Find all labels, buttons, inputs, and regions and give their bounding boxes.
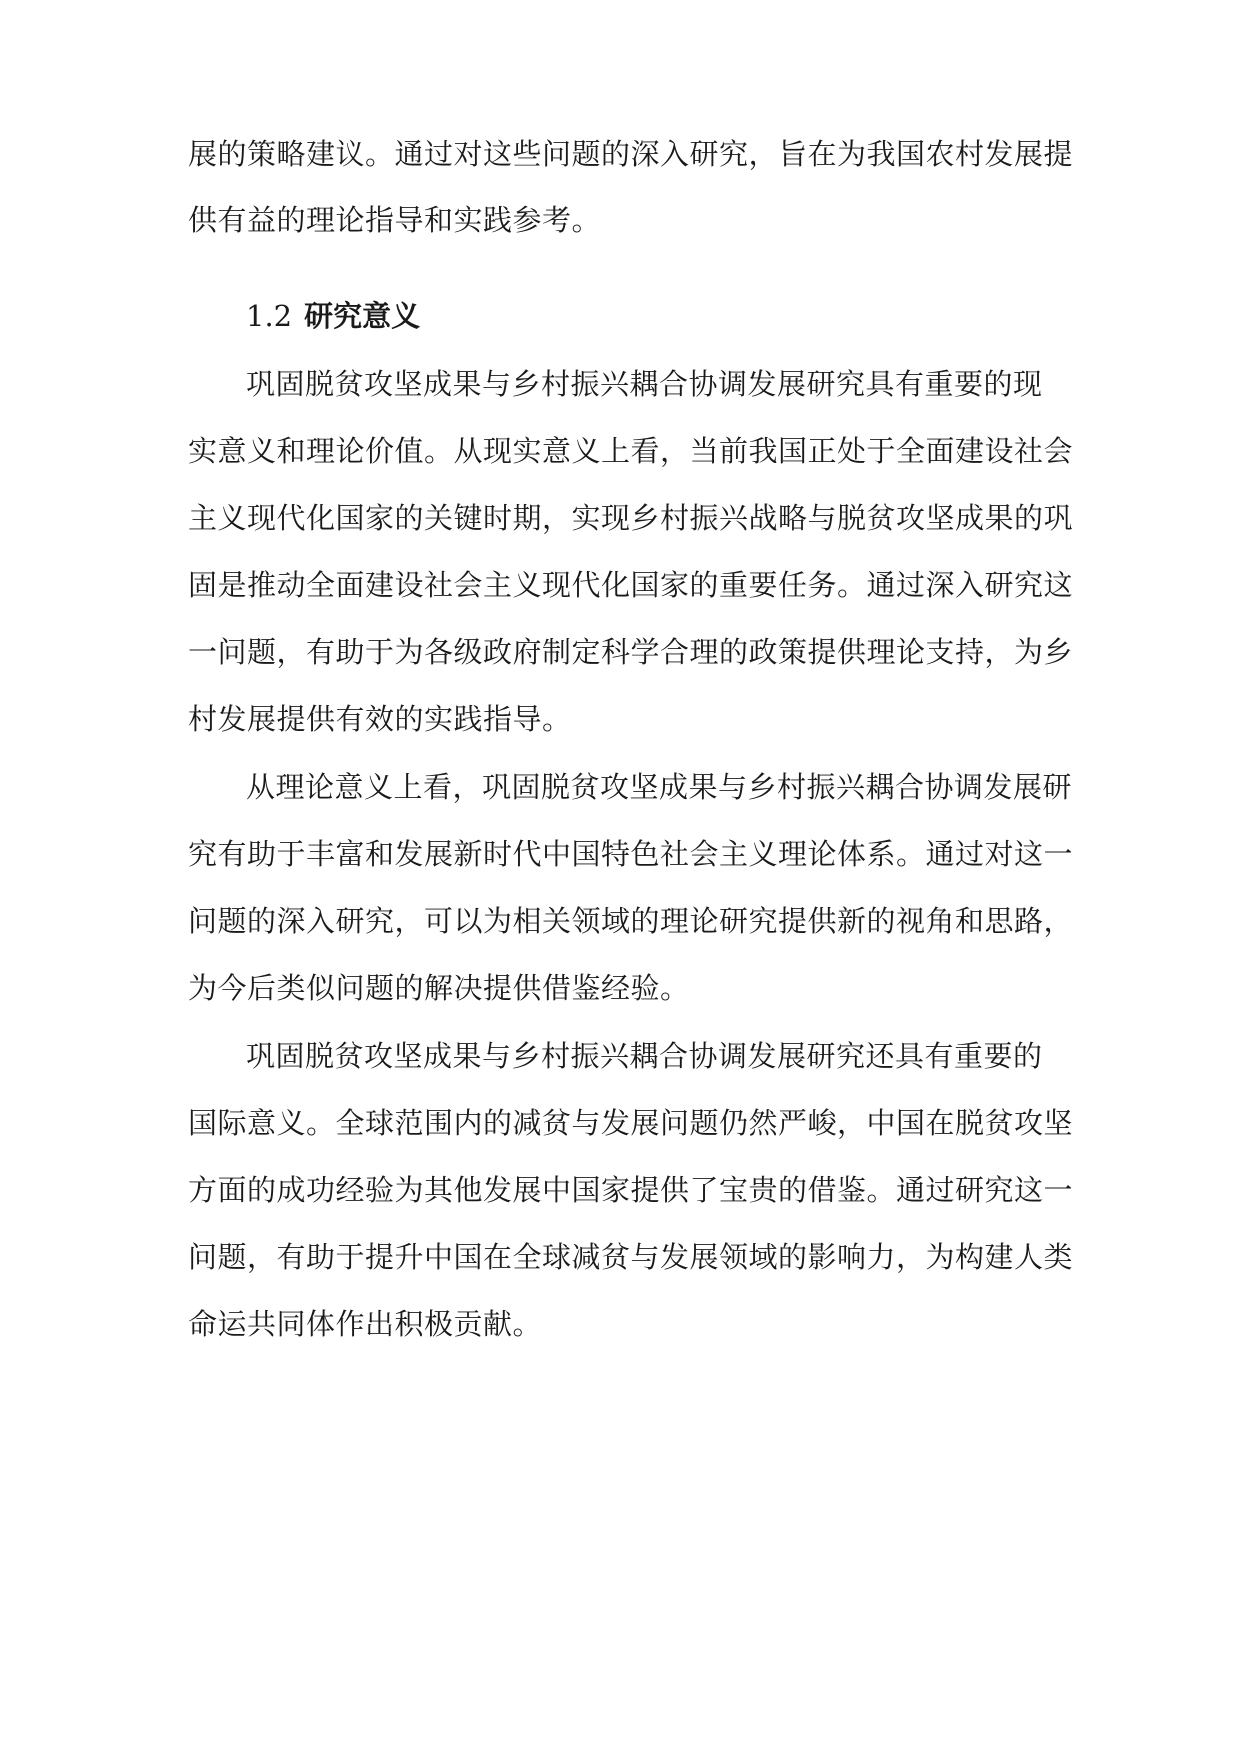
paragraph-line: 究有助于丰富和发展新时代中国特色社会主义理论体系。通过对这一 xyxy=(188,837,1074,871)
paragraph-line: 问题，有助于提升中国在全球减贫与发展领域的影响力，为构建人类 xyxy=(188,1240,1074,1274)
paragraph-line: 方面的成功经验为其他发展中国家提供了宝贵的借鉴。通过研究这一 xyxy=(188,1173,1074,1207)
paragraph-line: 问题的深入研究，可以为相关领域的理论研究提供新的视角和思路， xyxy=(188,904,1074,938)
paragraph-line: 为今后类似问题的解决提供借鉴经验。 xyxy=(188,971,690,1005)
paragraph-line: 主义现代化国家的关键时期，实现乡村振兴战略与脱贫攻坚成果的巩 xyxy=(188,501,1074,535)
section-number: 1.2 xyxy=(246,299,293,333)
paragraph-line: 国际意义。全球范围内的减贫与发展问题仍然严峻，中国在脱贫攻坚 xyxy=(188,1106,1074,1140)
paragraph-line: 固是推动全面建设社会主义现代化国家的重要任务。通过深入研究这 xyxy=(188,568,1074,602)
section-title: 研究意义 xyxy=(304,299,421,333)
paragraph-line: 从理论意义上看，巩固脱贫攻坚成果与乡村振兴耦合协调发展研 xyxy=(246,770,1073,804)
paragraph-line: 巩固脱贫攻坚成果与乡村振兴耦合协调发展研究具有重要的现 xyxy=(246,367,1043,401)
paragraph-line: 巩固脱贫攻坚成果与乡村振兴耦合协调发展研究还具有重要的 xyxy=(246,1039,1043,1073)
section-heading xyxy=(246,296,420,336)
paragraph-line: 实意义和理论价值。从现实意义上看，当前我国正处于全面建设社会 xyxy=(188,434,1074,468)
paragraph-line: 命运共同体作出积极贡献。 xyxy=(188,1307,543,1341)
paragraph-line: 一问题，有助于为各级政府制定科学合理的政策提供理论支持，为乡 xyxy=(188,635,1074,669)
text-line: 展的策略建议。通过对这些问题的深入研究，旨在为我国农村发展提 xyxy=(188,137,1074,171)
paragraph-line: 村发展提供有效的实践指导。 xyxy=(188,702,572,736)
text-line: 供有益的理论指导和实践参考。 xyxy=(188,203,602,237)
